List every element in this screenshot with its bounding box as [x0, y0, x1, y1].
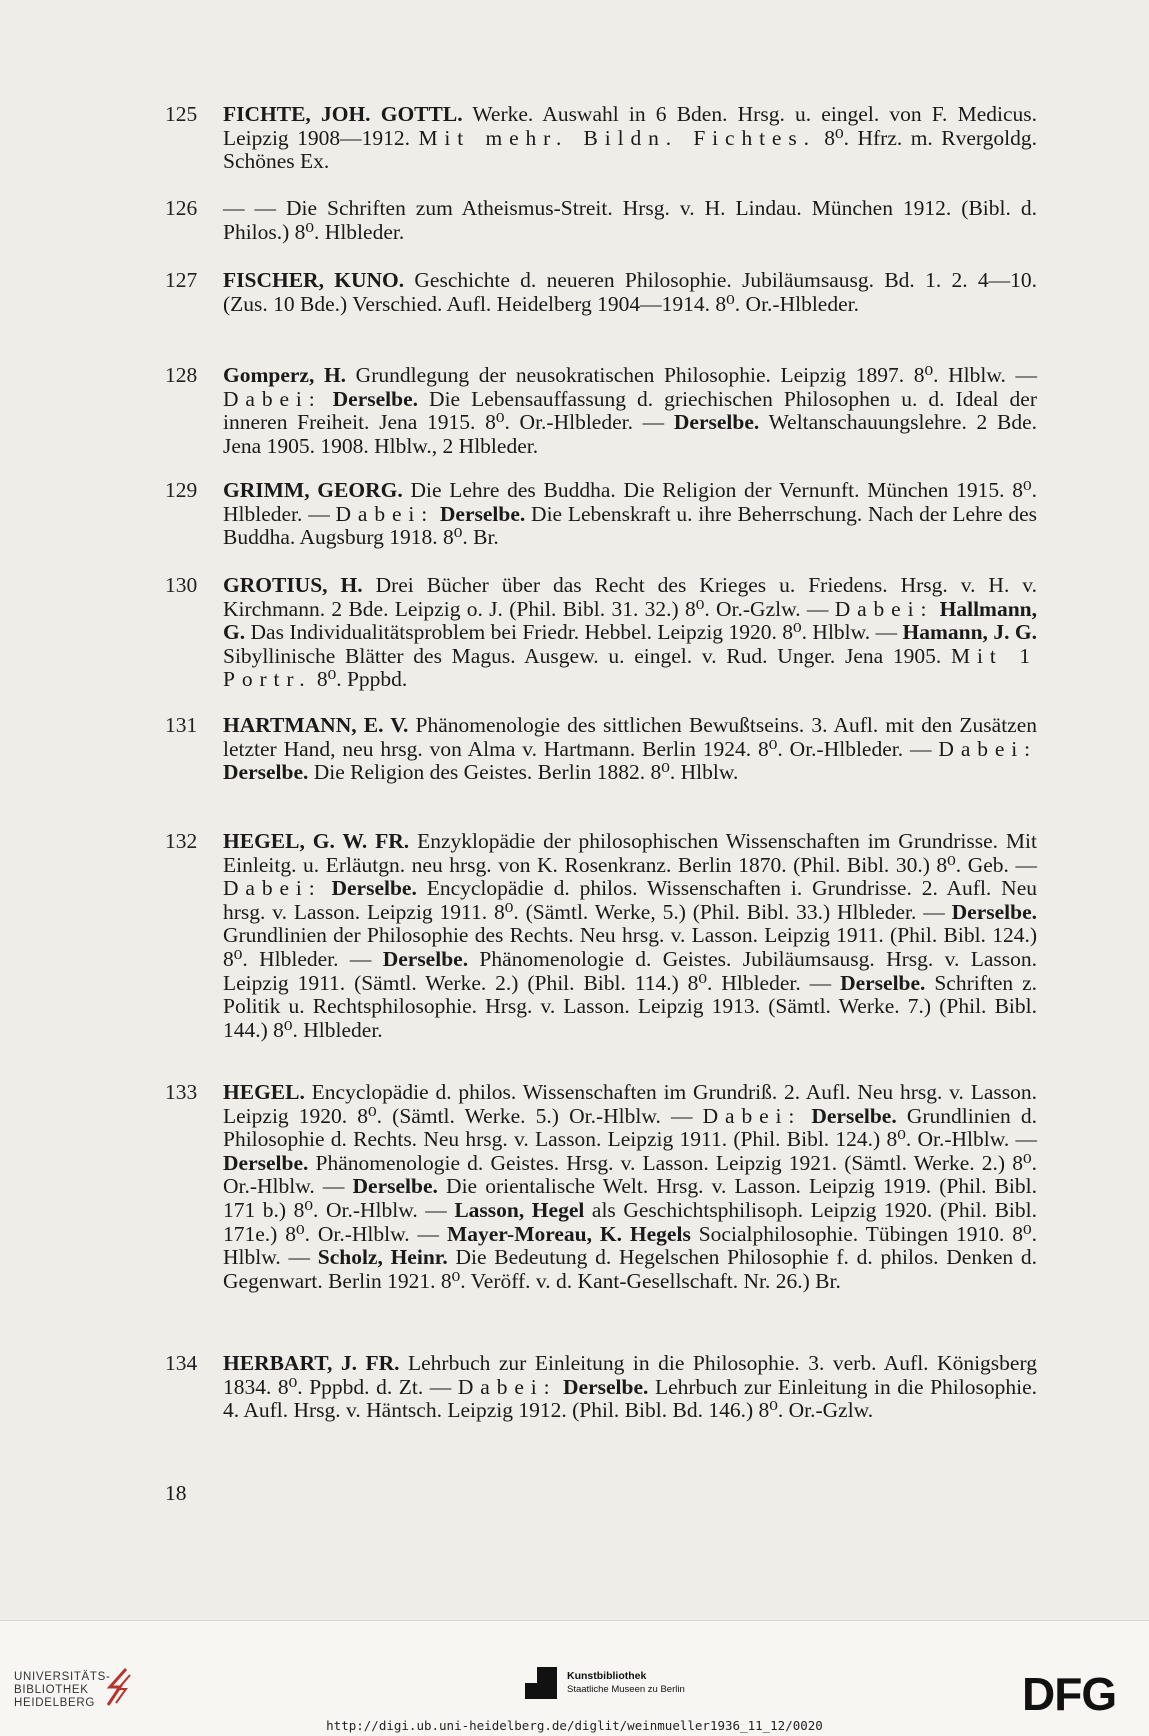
entry-bold-heading: Mayer-Moreau, K. Hegels [446, 1221, 691, 1246]
entry-number: 133 [165, 1080, 198, 1104]
entry-text-segment: Grundlinien der Philosophie des Rechts. Neu hrsg. v. Lasson. Leipzig 1911. (Phil. Bibl. 124.) 8⁰. Hlbleder. — [223, 923, 1037, 971]
entry-bold-heading: Lasson, Hegel [454, 1197, 585, 1222]
entry-bold-heading: GROTIUS, H. [223, 573, 363, 597]
entry-text-segment: Encyclopädie d. philos. Wissenschaften im Grundriß. 2. Aufl. Neu hrsg. v. Lasson. Leipzig 1920. 8⁰. (Sämtl. Werke. 5.) Or.-Hlblw. — [223, 1080, 1037, 1128]
entry-bold-heading: Derselbe. [331, 876, 417, 901]
entry-text [223, 830, 1037, 1042]
entry-text-segment: Encyclopädie d. philos. Wissenschaften i. Grundrisse. 2. Aufl. Neu hrsg. v. Lasson. Leipzig 1911. 8⁰. (Sämtl. Werke, 5.) (Phil. Bibl. 33.) Hlbleder. — [223, 876, 1037, 924]
entry-number: 129 [165, 478, 198, 502]
entry-text-segment: Weltanschauungslehre. 2 Bde. Jena 1905. 1908. Hlblw., 2 Hlbleder. [223, 410, 1038, 458]
entry-text [223, 574, 1037, 692]
entry-number: 131 [165, 713, 198, 737]
entry-bold-heading: Hallmann, G. [223, 596, 1037, 645]
entry-text-segment: Enzyklopädie der philosophischen Wissenschaften im Grundrisse. Mit Einleitg. u. Erläutgn. neu hrsg. von K. Rosenkranz. Berlin 1870. (Phil. Bibl. 30.) 8⁰. Geb. — [223, 829, 1037, 877]
entry-text-segment: Die Lebenskraft u. ihre Beherrschung. Nach der Lehre des Buddha. Augsburg 1918. 8⁰. Br. [223, 501, 1037, 550]
ub-logo-line: UNIVERSITÄTS- [14, 1671, 111, 1683]
ub-logo-line: BIBLIOTHEK [14, 1684, 89, 1696]
entry-text [223, 714, 1037, 785]
entry-bold-heading: Gomperz, H. [223, 363, 347, 387]
entry-number: 126 [165, 196, 198, 220]
entry-text [223, 103, 1037, 174]
entry-bold-heading: HARTMANN, E. V. [223, 713, 409, 737]
catalog-entry-128 [165, 364, 1037, 458]
entry-spaced-text: Dabei: [223, 386, 322, 411]
ub-emblem-icon [100, 1665, 136, 1709]
entry-text-segment: Die Bedeutung d. Hegelschen Philosophie f. d. philos. Denken d. Gegenwart. Berlin 1921. 8⁰. Veröff. v. d. Kant-Gesellschaft. Nr. 26.) Br. [223, 1245, 1037, 1293]
entry-text-segment: — — Die Schriften zum Atheismus-Streit. Hrsg. v. H. Lindau. München 1912. (Bibl. d. Philos.) 8⁰. Hlbleder. [223, 196, 1037, 244]
entry-spaced-text: Dabei: [938, 736, 1037, 761]
ub-heidelberg-logo[interactable] [14, 1671, 111, 1710]
entry-text-segment: Drei Bücher über das Recht des Krieges u. Friedens. Hrsg. v. H. v. Kirchmann. 2 Bde. Leipzig o. J. (Phil. Bibl. 31. 32.) 8⁰. Or.-Gzlw. — [223, 573, 1038, 621]
entry-bold-heading: Derselbe. [332, 386, 419, 411]
entry-bold-heading: Derselbe. [811, 1103, 897, 1128]
entry-spaced-text: Dabei: [457, 1374, 557, 1399]
entry-text [223, 364, 1037, 458]
entry-bold-heading: HERBART, J. FR. [223, 1351, 400, 1375]
entry-text-segment: 8⁰. Pppbd. [311, 667, 408, 692]
catalog-entry-129 [165, 479, 1037, 550]
entry-bold-heading: HEGEL, G. W. FR. [223, 829, 410, 853]
dfg-logo[interactable]: DFG [1022, 1668, 1117, 1720]
entry-text [223, 1081, 1037, 1293]
entry-text-segment: Phänomenologie d. Geistes. Hrsg. v. Lasson. Leipzig 1921. (Sämtl. Werke. 2.) 8⁰. Or.-Hlblw. — [223, 1150, 1037, 1199]
entry-bold-heading: Scholz, Heinr. [317, 1245, 448, 1270]
entry-spaced-text: Dabei: [702, 1103, 802, 1128]
entry-text [223, 269, 1037, 316]
ub-logo-line: HEIDELBERG [14, 1697, 96, 1709]
entry-number: 132 [165, 829, 198, 853]
entry-text-segment [322, 876, 332, 900]
catalog-entry-127 [165, 269, 1037, 316]
entry-bold-heading: Derselbe. [673, 410, 760, 435]
catalog-entry-126 [165, 197, 1037, 244]
kb-subtitle: Staatliche Museen zu Berlin [567, 1684, 685, 1695]
catalog-entry-125 [165, 103, 1037, 174]
entry-spaced-text: Mit mehr. Bildn. Fichtes. [418, 125, 816, 150]
entry-number: 127 [165, 268, 198, 292]
entry-text [223, 197, 1037, 244]
entry-text-segment: 8⁰. Hfrz. m. Rvergoldg. Schönes Ex. [223, 125, 1038, 174]
entry-bold-heading: HEGEL. [223, 1080, 305, 1104]
catalog-entry-130 [165, 574, 1037, 692]
page-number: 18 [165, 1481, 187, 1505]
entry-bold-heading: FISCHER, KUNO. [223, 268, 405, 292]
entry-text-segment: Die Lehre des Buddha. Die Religion der Vernunft. München 1915. 8⁰. Hlbleder. — [223, 478, 1037, 526]
entry-text-segment: Die Religion des Geistes. Berlin 1882. 8⁰. Hlblw. [308, 760, 739, 785]
entry-text-segment: Socialphilosophie. Tübingen 1910. 8⁰. Hlblw. — [223, 1221, 1038, 1270]
entry-bold-heading: Derselbe. [951, 899, 1037, 924]
catalog-entry-132 [165, 830, 1037, 1042]
entry-bold-heading: Derselbe. [563, 1374, 649, 1399]
entry-text-segment: Werke. Auswahl in 6 Bden. Hrsg. u. eingel. von F. Medicus. Leipzig 1908—1912. [223, 102, 1037, 150]
entry-text-segment: Schriften z. Politik u. Rechtsphilosophie. Hrsg. v. Lasson. Leipzig 1913. (Sämtl. Werke. 7.) (Phil. Bibl. 144.) 8⁰. Hlbleder. [223, 970, 1037, 1042]
entry-number: 134 [165, 1351, 198, 1375]
entry-bold-heading: Derselbe. [840, 970, 926, 995]
entry-spaced-text: Mit 1 Portr. [223, 643, 1037, 692]
entry-text-segment: Die Lebensauffassung d. griechischen Philosophen u. d. Ideal der inneren Freiheit. Jena 1915. 8⁰. Or.-Hlbleder. — [223, 386, 1037, 435]
kunstbibliothek-logo[interactable] [567, 1669, 685, 1697]
entry-bold-heading: Derselbe. [439, 501, 526, 526]
catalog-entry-133 [165, 1081, 1037, 1293]
entry-spaced-text: Dabei: [335, 501, 435, 526]
catalog-entry-131 [165, 714, 1037, 785]
entry-text-segment: Grundlinien d. Philosophie d. Rechts. Neu hrsg. v. Lasson. Leipzig 1911. (Phil. Bibl. 124.) 8⁰. Or.-Hlblw. — [223, 1103, 1038, 1152]
entry-bold-heading: Derselbe. [223, 760, 309, 785]
permalink-url[interactable]: http://digi.ub.uni-heidelberg.de/diglit/weinmueller1936_11_12/0020 [326, 1718, 823, 1733]
entry-bold-heading: Derselbe. [223, 1150, 309, 1175]
entry-text-segment: Phänomenologie d. Geistes. Jubiläumsausg. Hrsg. v. Lasson. Leipzig 1911. (Sämtl. Werke. 2.) (Phil. Bibl. 114.) 8⁰. Hlbleder. — [223, 946, 1037, 995]
entry-text-segment: Die orientalische Welt. Hrsg. v. Lasson. Leipzig 1919. (Phil. Bibl. 171 b.) 8⁰. Or.-Hlblw. — [223, 1174, 1037, 1222]
entry-text-segment: Grundlegung der neusokratischen Philosophie. Leipzig 1897. 8⁰. Hlblw. — [346, 363, 1037, 387]
entry-number: 125 [165, 102, 198, 126]
entry-text-segment: Das Individualitätsproblem bei Friedr. Hebbel. Leipzig 1920. 8⁰. Hlblw. — [245, 620, 903, 645]
entry-text-segment: Geschichte d. neueren Philosophie. Jubiläumsausg. Bd. 1. 2. 4—10. (Zus. 10 Bde.) Verschied. Aufl. Heidelberg 1904—1914. 8⁰. Or.-Hlbleder. [223, 268, 1037, 316]
entry-bold-heading: Derselbe. [352, 1174, 438, 1199]
entry-spaced-text: Dabei: [834, 596, 934, 621]
entry-spaced-text: Dabei: [223, 876, 322, 901]
entry-text-segment [322, 387, 333, 411]
entry-number: 130 [165, 573, 198, 597]
entry-text [223, 479, 1037, 550]
entry-text-segment [801, 1104, 811, 1128]
entry-bold-heading: FICHTE, JOH. GOTTL. [223, 102, 463, 126]
entry-text-segment: Lehrbuch zur Einleitung in die Philosophie. 4. Aufl. Hrsg. v. Häntsch. Leipzig 1912. (Phil. Bibl. Bd. 146.) 8⁰. Or.-Gzlw. [223, 1374, 1038, 1423]
entry-number: 128 [165, 363, 198, 387]
entry-bold-heading: Derselbe. [382, 946, 469, 971]
entry-text-segment: Phänomenologie des sittlichen Bewußtseins. 3. Aufl. mit den Zusätzen letzter Hand, neu hrsg. von Alma v. Hartmann. Berlin 1924. 8⁰. Or.-Hlbleder. — [223, 713, 1037, 761]
entry-bold-heading: GRIMM, GEORG. [223, 478, 403, 502]
kb-title: Kunstbibliothek [567, 1670, 647, 1682]
catalog-entry-134 [165, 1352, 1037, 1423]
entry-bold-heading: Hamann, J. G. [902, 620, 1037, 645]
entry-text-segment: als Geschichtsphilisoph. Leipzig 1920. (Phil. Bibl. 171e.) 8⁰. Or.-Hlblw. — [223, 1197, 1037, 1246]
entry-text [223, 1352, 1037, 1423]
kunstbibliothek-icon [523, 1665, 559, 1701]
entry-text-segment: Lehrbuch zur Einleitung in die Philosophie. 3. verb. Aufl. Königsberg 1834. 8⁰. Pppbd. d. Zt. — [223, 1351, 1037, 1399]
entry-text-segment: Sibyllinische Blätter des Magus. Ausgew. u. eingel. v. Rud. Unger. Jena 1905. [223, 643, 952, 668]
